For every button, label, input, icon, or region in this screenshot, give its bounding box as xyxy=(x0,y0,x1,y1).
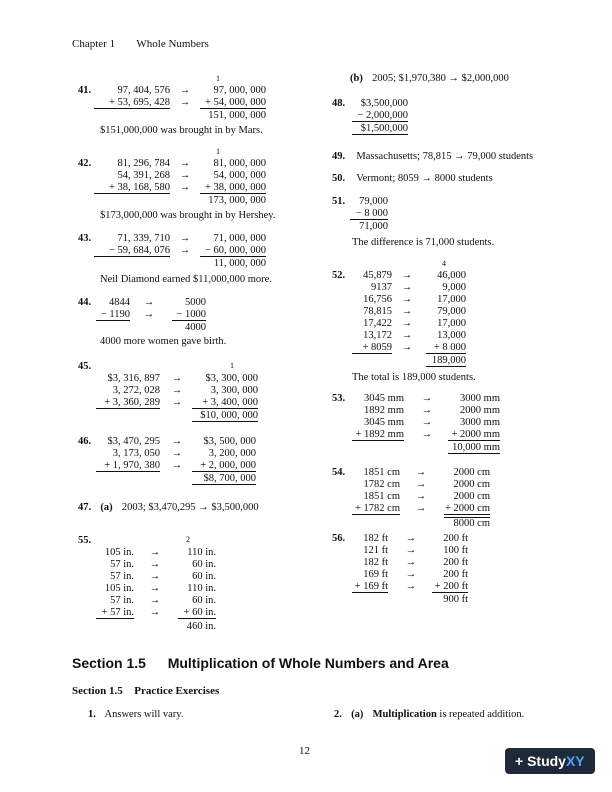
answer-note: $151,000,000 was brought in by Mars. xyxy=(100,125,263,136)
original-value: 3045 mm xyxy=(364,417,404,428)
exercise-number: 2. xyxy=(334,709,342,720)
answer-note: 4000 more women gave birth. xyxy=(100,336,227,347)
original-value: 78,815 xyxy=(363,306,392,317)
rounded-value: 200 ft xyxy=(443,557,468,568)
brand-study: Study xyxy=(527,753,566,769)
brand-xy: XY xyxy=(565,753,585,769)
rounded-value: 2000 cm xyxy=(453,479,490,490)
original-value: + 8059 xyxy=(352,342,392,354)
rounded-value: − 60, 000, 000 xyxy=(200,245,266,257)
arrow-icon: → xyxy=(171,448,183,459)
sum-total: 900 ft xyxy=(443,594,468,605)
answer-text: Massachusetts; 78,815 → 79,000 students xyxy=(356,151,534,162)
original-value: + 1892 mm xyxy=(352,429,404,441)
rounded-value: 17,000 xyxy=(437,318,466,329)
answer-note: Neil Diamond earned $11,000,000 more. xyxy=(100,274,272,285)
rounded-value: 110 in. xyxy=(187,547,216,558)
rounded-value: 110 in. xyxy=(187,583,216,594)
difference-total: 4000 xyxy=(185,322,206,333)
original-value: 71, 339, 710 xyxy=(117,233,170,244)
original-value: + 169 ft xyxy=(352,581,388,593)
carry-digit: 1 xyxy=(230,361,234,370)
arrow-icon: → xyxy=(171,460,183,471)
carry-digit: 4 xyxy=(442,259,446,268)
section-title: Multiplication of Whole Numbers and Area xyxy=(167,655,449,671)
original-value: 17,422 xyxy=(363,318,392,329)
original-value: 57 in. xyxy=(110,595,134,606)
rounded-value: − 1000 xyxy=(172,309,206,321)
rounded-value: $3, 300, 000 xyxy=(205,373,258,384)
studyxy-logo[interactable] xyxy=(505,748,595,774)
arrow-icon: → xyxy=(179,85,191,96)
arrow-icon: → xyxy=(405,545,417,556)
original-value: $3, 316, 897 xyxy=(107,373,160,384)
rounded-value: 3, 300, 000 xyxy=(210,385,258,396)
exercise-1 xyxy=(88,709,183,720)
original-value: 97, 404, 576 xyxy=(117,85,170,96)
arrow-icon: → xyxy=(149,583,161,594)
arrow-icon: → xyxy=(415,503,427,514)
part-label: (b) xyxy=(350,73,363,84)
original-value: 1782 cm xyxy=(363,479,400,490)
operand-value: − 2,000,000 xyxy=(352,110,408,122)
arrow-icon: → xyxy=(405,533,417,544)
carry-digit: 1 xyxy=(216,74,220,83)
sum-total: $8, 700, 000 xyxy=(192,473,256,485)
answer-note: The total is 189,000 students. xyxy=(352,372,476,383)
arrow-icon: → xyxy=(179,233,191,244)
exercise-answer: is repeated addition. xyxy=(439,709,525,720)
sum-total: 151, 000, 000 xyxy=(208,110,266,121)
original-value: 13,172 xyxy=(363,330,392,341)
original-value: + 57 in. xyxy=(96,607,134,619)
problem-number: 47. xyxy=(78,502,92,513)
original-value: 45,879 xyxy=(363,270,392,281)
answer-note: The difference is 71,000 students. xyxy=(352,237,495,248)
rounded-value: $3, 500, 000 xyxy=(203,436,256,447)
answer-note: $173,000,000 was brought in by Hershey. xyxy=(100,210,276,221)
rounded-value: 71, 000, 000 xyxy=(213,233,266,244)
rounded-value: 3000 mm xyxy=(460,417,500,428)
sum-total: 173, 000, 000 xyxy=(208,195,266,206)
arrow-icon: → xyxy=(405,581,417,592)
operand-value: − 8 000 xyxy=(350,208,388,220)
arrow-icon: → xyxy=(415,479,427,490)
original-value: − 59, 684, 076 xyxy=(94,245,170,257)
rounded-value: + 60 in. xyxy=(178,607,216,619)
rounded-value: 97, 000, 000 xyxy=(213,85,266,96)
chapter-title: Whole Numbers xyxy=(136,38,209,50)
problem-number: 50. xyxy=(332,173,346,184)
answer-text: 2003; $3,470,295 → $3,500,000 xyxy=(121,502,259,513)
carry-digit: 2 xyxy=(186,535,190,544)
original-value: 1892 mm xyxy=(364,405,404,416)
problem-number: 46. xyxy=(78,436,92,447)
original-value: 105 in. xyxy=(104,547,134,558)
sum-total: 10,000 mm xyxy=(448,442,500,454)
arrow-icon: → xyxy=(401,342,413,353)
part-label: (a) xyxy=(100,502,113,513)
rounded-value: 81, 000, 000 xyxy=(213,158,266,169)
original-value: 182 ft xyxy=(363,557,388,568)
sum-total: 460 in. xyxy=(186,621,216,632)
rounded-value: 100 ft xyxy=(443,545,468,556)
problem-number: 56. xyxy=(332,533,346,544)
practice-label: Section 1.5 xyxy=(72,685,123,697)
rounded-value: + 38, 000, 000 xyxy=(200,182,266,194)
arrow-icon: → xyxy=(415,467,427,478)
original-value: 182 ft xyxy=(363,533,388,544)
page-number: 12 xyxy=(299,745,310,757)
original-value: 9137 xyxy=(371,282,392,293)
page-header xyxy=(72,38,209,50)
rounded-value: 200 ft xyxy=(443,533,468,544)
arrow-icon: → xyxy=(405,557,417,568)
original-value: + 3, 360, 289 xyxy=(96,397,160,409)
difference-total: 71,000 xyxy=(359,221,388,232)
rounded-value: 17,000 xyxy=(437,294,466,305)
problem-number: 53. xyxy=(332,393,346,404)
original-value: 81, 296, 784 xyxy=(117,158,170,169)
answer-text: Vermont; 8059 → 8000 students xyxy=(356,173,493,184)
problem-number: 52. xyxy=(332,270,346,281)
arrow-icon: → xyxy=(415,491,427,502)
arrow-icon: → xyxy=(179,97,191,108)
arrow-icon: → xyxy=(401,282,413,293)
rounded-value: 5000 xyxy=(185,297,206,308)
arrow-icon: → xyxy=(143,297,155,308)
arrow-icon: → xyxy=(171,397,183,408)
arrow-icon: → xyxy=(421,429,433,440)
original-value: 4844 xyxy=(109,297,130,308)
difference-total: 11, 000, 000 xyxy=(213,258,266,269)
arrow-icon: → xyxy=(405,569,417,580)
arrow-icon: → xyxy=(421,405,433,416)
problem-number: 41. xyxy=(78,85,92,96)
section-number: Section 1.5 xyxy=(72,655,146,671)
problem-number: 42. xyxy=(78,158,92,169)
operand-value: $3,500,000 xyxy=(360,98,408,109)
practice-title: Practice Exercises xyxy=(134,685,220,697)
rounded-value: 60 in. xyxy=(192,595,216,606)
problem-number: 48. xyxy=(332,98,346,109)
rounded-value: 60 in. xyxy=(192,571,216,582)
plus-icon: + xyxy=(515,753,524,769)
arrow-icon: → xyxy=(171,373,183,384)
original-value: 3, 173, 050 xyxy=(112,448,160,459)
arrow-icon: → xyxy=(149,547,161,558)
arrow-icon: → xyxy=(149,595,161,606)
rounded-value: + 2, 000, 000 xyxy=(192,460,256,472)
rounded-value: 2000 cm xyxy=(453,491,490,502)
arrow-icon: → xyxy=(171,385,183,396)
arrow-icon: → xyxy=(179,170,191,181)
rounded-value: 3, 200, 000 xyxy=(208,448,256,459)
rounded-value: 3000 mm xyxy=(460,393,500,404)
original-value: + 1782 cm xyxy=(352,503,400,515)
original-value: 57 in. xyxy=(110,571,134,582)
original-value: + 1, 970, 380 xyxy=(96,460,160,472)
rounded-value: + 8 000 xyxy=(426,342,466,354)
rounded-value: 200 ft xyxy=(443,569,468,580)
problem-number: 43. xyxy=(78,233,92,244)
rounded-value: 46,000 xyxy=(437,270,466,281)
sum-total: 8000 cm xyxy=(444,517,490,529)
sum-total: $10, 000, 000 xyxy=(192,410,258,422)
original-value: 121 ft xyxy=(363,545,388,556)
original-value: 54, 391, 268 xyxy=(117,170,170,181)
arrow-icon: → xyxy=(401,306,413,317)
problem-number: 45. xyxy=(78,361,92,372)
difference-total: $1,500,000 xyxy=(352,123,408,135)
rounded-value: + 3, 400, 000 xyxy=(192,397,258,409)
original-value: + 38, 168, 580 xyxy=(94,182,170,194)
arrow-icon: → xyxy=(149,607,161,618)
original-value: − 1190 xyxy=(96,309,130,321)
answer-text: 2005; $1,970,380 → $2,000,000 xyxy=(372,73,509,84)
problem-number: 55. xyxy=(78,535,92,546)
problem-number: 54. xyxy=(332,467,346,478)
arrow-icon: → xyxy=(149,571,161,582)
original-value: $3, 470, 295 xyxy=(107,436,160,447)
rounded-value: 9,000 xyxy=(442,282,466,293)
operand-value: 79,000 xyxy=(359,196,388,207)
original-value: 105 in. xyxy=(104,583,134,594)
carry-digit: 1 xyxy=(216,147,220,156)
arrow-icon: → xyxy=(421,393,433,404)
original-value: 1851 cm xyxy=(363,467,400,478)
part-label: (a) xyxy=(351,709,364,720)
exercise-2 xyxy=(334,709,524,720)
section-heading xyxy=(72,655,449,671)
chapter-label: Chapter 1 xyxy=(72,38,116,50)
rounded-value: + 54, 000, 000 xyxy=(200,97,266,109)
arrow-icon: → xyxy=(179,245,191,256)
rounded-value: 2000 mm xyxy=(460,405,500,416)
arrow-icon: → xyxy=(143,309,155,320)
rounded-value: 60 in. xyxy=(192,559,216,570)
arrow-icon: → xyxy=(179,182,191,193)
arrow-icon: → xyxy=(179,158,191,169)
arrow-icon: → xyxy=(149,559,161,570)
original-value: 1851 cm xyxy=(363,491,400,502)
exercise-answer: Answers will vary. xyxy=(104,709,184,720)
arrow-icon: → xyxy=(401,330,413,341)
original-value: 169 ft xyxy=(363,569,388,580)
exercise-number: 1. xyxy=(88,709,96,720)
original-value: 3045 mm xyxy=(364,393,404,404)
arrow-icon: → xyxy=(401,270,413,281)
sum-total: 189,000 xyxy=(426,355,466,367)
original-value: 16,756 xyxy=(363,294,392,305)
practice-heading xyxy=(72,685,219,697)
exercise-keyword: Multiplication xyxy=(372,709,437,720)
arrow-icon: → xyxy=(421,417,433,428)
original-value: 57 in. xyxy=(110,559,134,570)
original-value: 3, 272, 028 xyxy=(112,385,160,396)
arrow-icon: → xyxy=(401,294,413,305)
rounded-value: 13,000 xyxy=(437,330,466,341)
problem-number: 44. xyxy=(78,297,92,308)
rounded-value: 79,000 xyxy=(437,306,466,317)
arrow-icon: → xyxy=(401,318,413,329)
arrow-icon: → xyxy=(171,436,183,447)
problem-number: 49. xyxy=(332,151,346,162)
original-value: + 53, 695, 428 xyxy=(94,97,170,109)
rounded-value: + 2000 mm xyxy=(448,429,500,441)
rounded-value: + 2000 cm xyxy=(445,503,490,514)
problem-number: 51. xyxy=(332,196,346,207)
rounded-value: 54, 000, 000 xyxy=(213,170,266,181)
rounded-value: 2000 cm xyxy=(453,467,490,478)
rounded-value: + 200 ft xyxy=(432,581,468,593)
